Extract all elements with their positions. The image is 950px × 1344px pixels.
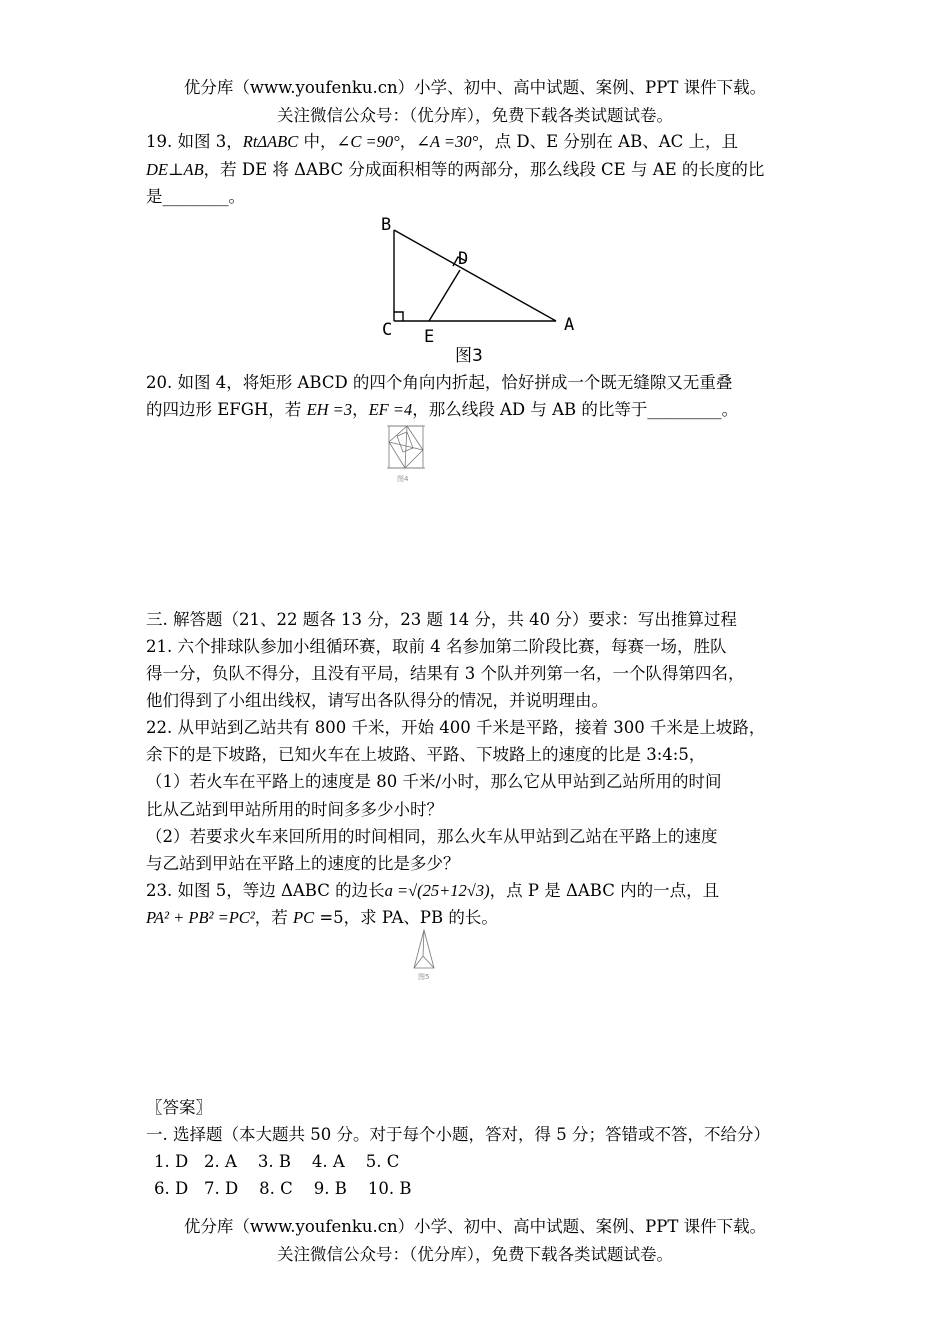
q20-line-2 xyxy=(146,399,738,421)
q23-line-2 xyxy=(146,907,498,929)
q20-math-eh: EH =3 xyxy=(306,400,353,419)
answers-row-1: 1. D 2. A 3. B 4. A 5. C xyxy=(154,1152,400,1171)
q23-text: ，点 P 是 ΔABC 内的一点，且 xyxy=(489,881,720,900)
footer-line-1: 优分库（www.youfenku.cn）小学、初中、高中试题、案例、PPT 课件下载。 xyxy=(183,1217,767,1236)
q20-text: 的四边形 EFGH，若 xyxy=(146,400,307,419)
answers-row-2: 6. D 7. D 8. C 9. B 10. B xyxy=(154,1179,412,1198)
q19-line-3: 是________。 xyxy=(146,187,245,206)
figure-3 xyxy=(370,208,590,368)
q23-math-side: a =√(25+12√3) xyxy=(384,881,490,900)
q23-math-equation: PA² + PB² =PC² xyxy=(146,908,255,927)
q23-text: ，若 xyxy=(254,908,294,927)
answers-title: 〖答案〗 xyxy=(146,1098,212,1117)
figure-3-caption: 图3 xyxy=(455,346,483,366)
q19-text: 中， xyxy=(298,132,337,151)
footer-line-2: 关注微信公众号：（优分库），免费下载各类试题试卷。 xyxy=(277,1245,673,1264)
q20-math-ef: EF =4 xyxy=(368,400,413,419)
label-d: D xyxy=(458,249,469,269)
q23-text: 23. 如图 5，等边 ΔABC 的边长 xyxy=(146,881,385,900)
q22-line-2: 余下的是下坡路，已知火车在上坡路、平路、下坡路上的速度的比是 3:4:5， xyxy=(146,745,706,764)
right-angle-c xyxy=(394,312,403,321)
q19-math-angle-a: ∠A =30° xyxy=(416,132,479,151)
q19-math-angle-c: ∠C =90° xyxy=(336,132,400,151)
answers-section-1: 一. 选择题（本大题共 50 分。对于每个小题，答对，得 5 分；答错或不答，不给分） xyxy=(146,1125,770,1144)
q22-line-1: 22. 从甲站到乙站共有 800 千米，开始 400 千米是平路，接着 300 千米是上坡路， xyxy=(146,718,766,737)
segment-ba xyxy=(394,230,556,321)
section-3-title: 三. 解答题（21、22 题各 13 分，23 题 14 分，共 40 分）要求：写出推算过程 xyxy=(146,610,737,629)
q22-line-5: （2）若要求火车来回所用的时间相同，那么火车从甲站到乙站在平路上的速度 xyxy=(146,827,718,846)
figure-4 xyxy=(383,420,431,484)
q21-line-2: 得一分，负队不得分，且没有平局，结果有 3 个队并列第一名，一个队得第四名， xyxy=(146,664,745,683)
label-c: C xyxy=(382,320,393,340)
header-line-1: 优分库（www.youfenku.cn）小学、初中、高中试题、案例、PPT 课件下载。 xyxy=(183,78,767,97)
label-b: B xyxy=(381,215,392,235)
q21-line-1: 21. 六个排球队参加小组循环赛，取前 4 名参加第二阶段比赛，每赛一场，胜队 xyxy=(146,637,727,656)
q23-line-1 xyxy=(146,880,719,902)
header-line-2: 关注微信公众号：（优分库），免费下载各类试题试卷。 xyxy=(277,106,673,125)
q19-text: 19. 如图 3， xyxy=(146,132,243,151)
figure-5 xyxy=(411,928,437,982)
q19-line-2 xyxy=(146,159,764,181)
q22-line-6: 与乙站到甲站在平路上的速度的比是多少？ xyxy=(146,854,460,873)
q20-text: ，那么线段 AD 与 AB 的比等于_________。 xyxy=(412,400,739,419)
q23-math-pc: PC xyxy=(293,908,315,927)
q19-text: ，点 D、E 分别在 AB、AC 上，且 xyxy=(478,132,739,151)
label-e: E xyxy=(424,327,435,347)
figure-4-caption: 图4 xyxy=(397,475,409,483)
q20-text: ， xyxy=(352,400,369,419)
q23-text: =5，求 PA、PB 的长。 xyxy=(314,908,498,927)
q19-line-1 xyxy=(146,131,738,153)
figure-5-caption: 图5 xyxy=(418,973,430,981)
q22-line-4: 比从乙站到甲站所用的时间多多少小时？ xyxy=(146,800,443,819)
label-a: A xyxy=(564,315,575,335)
q22-line-3: （1）若火车在平路上的速度是 80 千米/小时，那么它从甲站到乙站所用的时间 xyxy=(146,772,722,791)
q19-math-perp: DE⊥AB xyxy=(146,160,204,179)
q21-line-3: 他们得到了小组出线权，请写出各队得分的情况，并说明理由。 xyxy=(146,691,608,710)
q19-text: ， xyxy=(399,132,417,151)
q20-line-1: 20. 如图 4，将矩形 ABCD 的四个角向内折起，恰好拼成一个既无缝隙又无重叠 xyxy=(146,373,733,392)
segment-de xyxy=(429,270,460,321)
q19-text: ，若 DE 将 ΔABC 分成面积相等的两部分，那么线段 CE 与 AE 的长度的比 xyxy=(203,160,765,179)
q19-math-triangle: RtΔABC xyxy=(242,132,299,151)
